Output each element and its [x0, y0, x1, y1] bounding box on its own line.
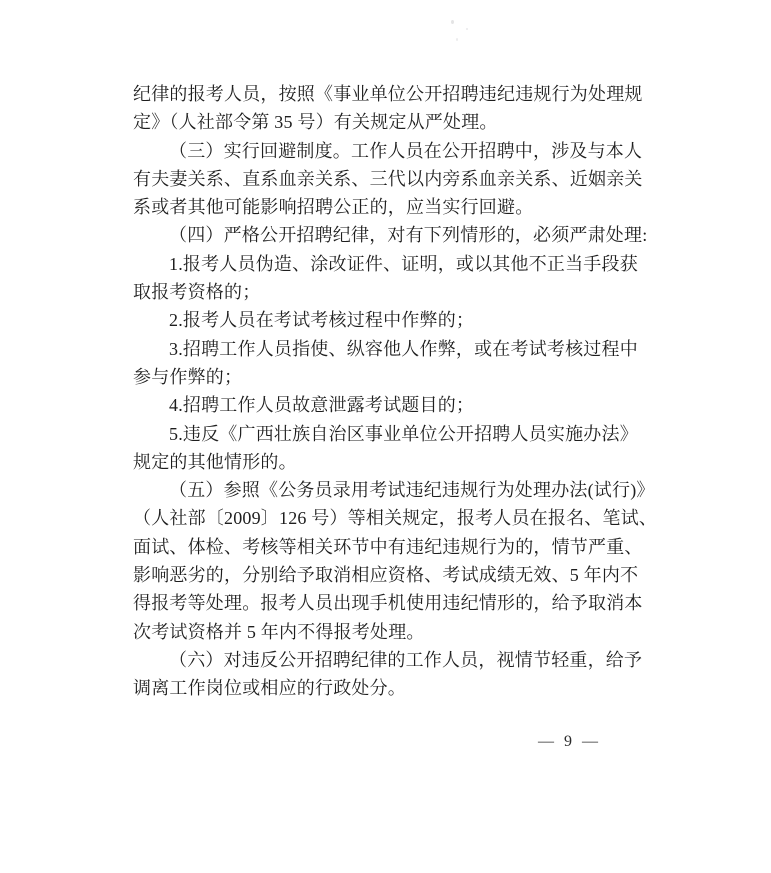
body-line: 规定的其他情形的。 — [133, 451, 297, 472]
body-line: 3.招聘工作人员指使、纵容他人作弊，或在考试考核过程中 — [169, 338, 638, 359]
body-line: 1.报考人员伪造、涂改证件、证明，或以其他不正当手段获 — [169, 253, 638, 274]
body-line: 定》（人社部令第 35 号）有关规定从严处理。 — [133, 112, 498, 133]
body-line: 次考试资格并 5 年内不得报考处理。 — [133, 621, 425, 642]
body-line: （四）严格公开招聘纪律，对有下列情形的，必须严肃处理: — [169, 225, 648, 246]
body-line: （人社部〔2009〕126 号）等相关规定，报考人员在报名、笔试、 — [133, 508, 658, 529]
body-line: 参与作弊的； — [133, 366, 243, 387]
body-line: （六）对违反公开招聘纪律的工作人员，视情节轻重，给予 — [169, 649, 643, 670]
body-line: 得报考等处理。报考人员出现手机使用违纪情形的，给予取消本 — [133, 593, 643, 614]
body-line: （五）参照《公务员录用考试违纪违规行为处理办法(试行)》 — [169, 480, 655, 501]
body-line: 5.违反《广西壮族自治区事业单位公开招聘人员实施办法》 — [169, 423, 638, 444]
body-line: 调离工作岗位或相应的行政处分。 — [133, 678, 406, 699]
body-line: 系或者其他可能影响招聘公正的，应当实行回避。 — [133, 197, 534, 218]
body-text-block — [133, 80, 658, 703]
body-line: 2.报考人员在考试考核过程中作弊的； — [169, 310, 475, 331]
body-line: 影响恶劣的，分别给予取消相应资格、考试成绩无效、5 年内不 — [133, 565, 639, 586]
body-line: 有夫妻关系、直系血亲关系、三代以内旁系血亲关系、近姻亲关 — [133, 168, 643, 189]
body-line: （三）实行回避制度。工作人员在公开招聘中，涉及与本人 — [169, 140, 643, 161]
body-line: 纪律的报考人员，按照《事业单位公开招聘违纪违规行为处理规 — [133, 84, 643, 104]
body-line: 4.招聘工作人员故意泄露考试题目的； — [169, 395, 475, 416]
body-line: 取报考资格的； — [133, 282, 261, 303]
scan-speck — [456, 38, 458, 41]
scan-speck — [466, 28, 468, 30]
scan-speck — [451, 20, 454, 24]
page-number: — 9 — — [538, 733, 601, 750]
body-line: 面试、体检、考核等相关环节中有违纪违规行为的，情节严重、 — [133, 536, 643, 557]
